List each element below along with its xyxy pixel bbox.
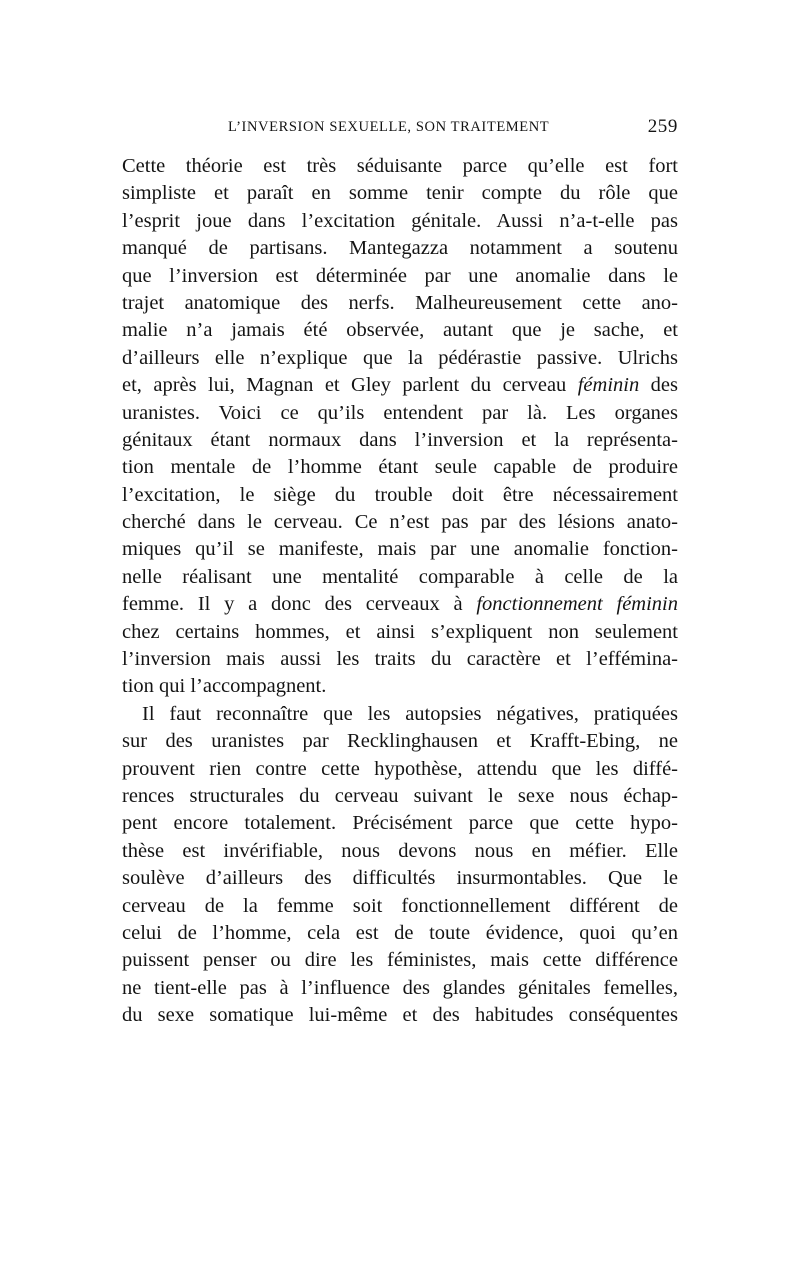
text-line: rences structurales du cerveau suivant le sexe nous échap- [122,784,678,807]
text-line: nelle réalisant une mentalité comparable à celle de la [122,565,678,588]
text-line: soulève d’ailleurs des difficultés insurmontables. Que le [122,867,678,890]
text-line: uranistes. Voici ce qu’ils entendent par là. Les organes [122,401,678,424]
text-line: ne tient-elle pas à l’influence des glandes génitales femelles, [122,976,678,999]
text-line: tion mentale de l’homme étant seule capable de produire [122,456,678,479]
text-line: prouvent rien contre cette hypothèse, attendu que les diffé- [122,757,678,780]
running-head [122,116,678,143]
text-line: Il faut reconnaître que les autopsies négatives, pratiquées [142,702,678,725]
text-line: chez certains hommes, et ainsi s’expliquent non seulement [122,620,678,643]
text-line: puissent penser ou dire les féministes, mais cette différence [122,949,678,972]
text-line: femme. Il y a donc des cerveaux à fonctionnement féminin [122,593,678,616]
page-number: 259 [647,116,678,137]
text-line: pent encore totalement. Précisément parce que cette hypo- [122,812,678,835]
text-line: simpliste et paraît en somme tenir compte du rôle que [122,182,678,205]
text-line: et, après lui, Magnan et Gley parlent du cerveau féminin des [122,374,678,397]
italic-phrase: féminin [577,374,640,397]
text-line: miques qu’il se manifeste, mais par une anomalie fonction- [122,538,678,561]
text-line: l’esprit joue dans l’excitation génitale. Aussi n’a-t-elle pas [122,209,678,232]
text-line: du sexe somatique lui-même et des habitudes conséquentes [122,1004,678,1027]
text-line: trajet anatomique des nerfs. Malheureusement cette ano- [122,291,678,314]
text-line: tion qui l’accompagnent. [122,675,327,698]
text-line: Cette théorie est très séduisante parce qu’elle est fort [122,155,678,177]
text-line: celui de l’homme, cela est de toute évidence, quoi qu’en [122,921,678,944]
text-line: que l’inversion est déterminée par une anomalie dans le [122,264,678,287]
text-line: malie n’a jamais été observée, autant que je sache, et [122,319,678,342]
text-line: manqué de partisans. Mantegazza notamment a soutenu [122,237,678,260]
italic-phrase: fonctionnement féminin [476,593,678,616]
text-line: l’inversion mais aussi les traits du caractère et l’effémina- [122,648,678,671]
body-text [122,153,678,1030]
text-line: cherché dans le cerveau. Ce n’est pas par des lésions anato- [122,511,678,534]
text-line: thèse est invérifiable, nous devons nous en méfier. Elle [122,839,678,862]
paragraph-1 [122,153,678,701]
text-line: génitaux étant normaux dans l’inversion et la représenta- [122,428,678,451]
text-line: d’ailleurs elle n’explique que la pédérastie passive. Ulrichs [122,346,678,369]
running-title: L’INVERSION SEXUELLE, SON TRAITEMENT [228,119,550,135]
text-line: cerveau de la femme soit fonctionnellement différent de [122,894,678,917]
text-line: l’excitation, le siège du trouble doit être nécessairement [122,483,678,506]
paragraph-2 [122,701,678,1030]
text-line: sur des uranistes par Recklinghausen et Krafft-Ebing, ne [122,730,678,753]
